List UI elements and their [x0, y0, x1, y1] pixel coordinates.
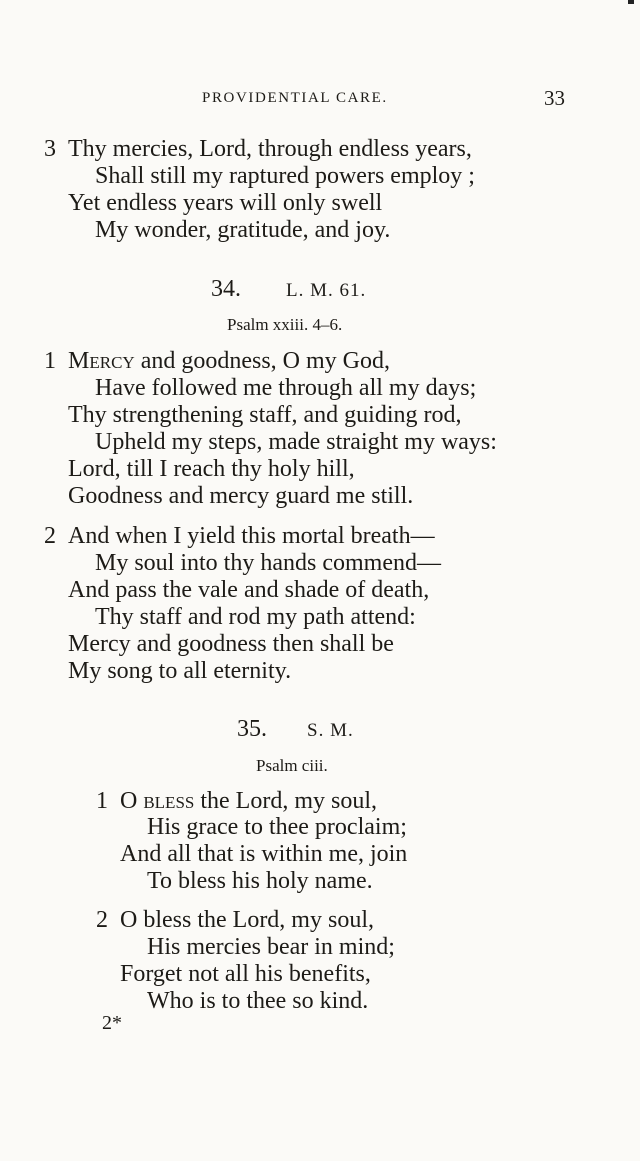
page-number: 33	[544, 86, 565, 110]
scripture-reference: Psalm ciii.	[256, 756, 328, 775]
verse-line: His mercies bear in mind;	[147, 934, 395, 960]
verse-line: Lord, till I reach thy holy hill,	[68, 456, 355, 482]
stanza-number: 1	[96, 788, 108, 814]
hymn-number: 35.	[237, 716, 267, 742]
verse-line: Upheld my steps, made straight my ways:	[95, 429, 497, 455]
verse-line: Thy strengthening staff, and guiding rod,	[68, 402, 462, 428]
first-line-rest: the Lord, my soul,	[194, 788, 378, 814]
verse-line: My wonder, gratitude, and joy.	[95, 217, 391, 243]
verse-line: To bless his holy name.	[147, 868, 373, 894]
stanza-number: 3	[44, 136, 56, 162]
verse-line: Forget not all his benefits,	[120, 961, 371, 987]
hymn-meter: L. M. 61.	[286, 280, 367, 301]
running-title: PROVIDENTIAL CARE.	[202, 90, 388, 106]
verse-line: His grace to thee proclaim;	[147, 814, 407, 840]
printer-mark	[628, 0, 634, 4]
verse-line: And pass the vale and shade of death,	[68, 577, 430, 603]
verse-line: Who is to thee so kind.	[147, 988, 369, 1014]
page-header	[0, 86, 640, 114]
verse-line: Have followed me through all my days;	[95, 375, 477, 401]
verse-line: My soul into thy hands commend—	[95, 550, 441, 576]
verse-line: Thy mercies, Lord, through endless years,	[68, 136, 472, 162]
stanza-number: 2	[44, 523, 56, 549]
verse-line: Yet endless years will only swell	[68, 190, 383, 216]
opening-word: O bless	[120, 788, 195, 814]
verse-line: Shall still my raptured powers employ ;	[95, 163, 475, 189]
opening-word: Mercy	[68, 348, 135, 374]
verse-line: And all that is within me, join	[120, 841, 408, 867]
verse-line: Goodness and mercy guard me still.	[68, 483, 414, 509]
stanza-number: 2	[96, 907, 108, 933]
hymn-meter: S. M.	[307, 720, 354, 741]
stanza-number: 1	[44, 348, 56, 374]
first-line-rest: and goodness, O my God,	[134, 348, 391, 374]
verse-line	[120, 788, 377, 815]
signature-mark: 2*	[102, 1012, 122, 1034]
verse-line: Thy staff and rod my path attend:	[95, 604, 416, 630]
verse-line: And when I yield this mortal breath—	[68, 523, 435, 549]
verse-line: My song to all eternity.	[68, 658, 292, 684]
verse-line: Mercy and goodness then shall be	[68, 631, 394, 657]
verse-line: O bless the Lord, my soul,	[120, 907, 374, 933]
scripture-reference: Psalm xxiii. 4–6.	[227, 315, 343, 334]
verse-line	[68, 348, 390, 375]
hymn-number: 34.	[211, 276, 241, 302]
